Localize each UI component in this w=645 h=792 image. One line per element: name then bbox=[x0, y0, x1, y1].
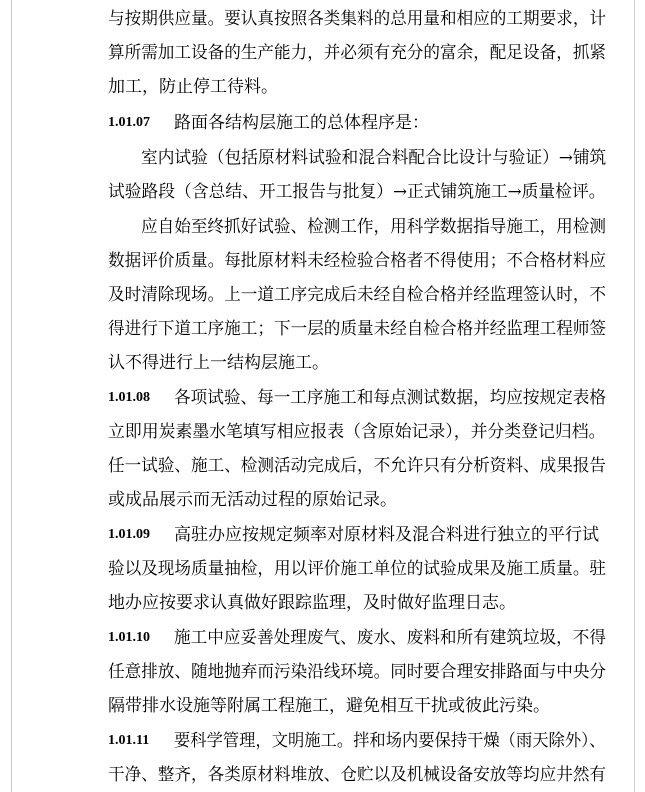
text-line: 干净、整齐，各类原材料堆放、仓贮以及机械设备安放等均应井然有 bbox=[108, 765, 607, 785]
text-line: 地办应按要求认真做好跟踪监理，及时做好监理日志。 bbox=[108, 593, 516, 613]
text-line: 算所需加工设备的生产能力，并必须有充分的富余，配足设备，抓紧 bbox=[108, 43, 607, 63]
clause-number: 1.01.10 bbox=[108, 630, 150, 645]
text-line: 数据评价质量。每批原材料未经检验合格者不得使用；不合格材料应 bbox=[108, 251, 607, 271]
text-line: 或成品展示而无活动过程的原始记录。 bbox=[108, 490, 397, 510]
text-line: 加工，防止停工待料。 bbox=[108, 77, 278, 97]
clause-1-01-07-heading: 1.01.07 路面各结构层施工的总体程序是： bbox=[0, 106, 645, 140]
text-line: 验以及现场质量抽检，用以评价施工单位的试验成果及施工质量。驻 bbox=[108, 559, 607, 579]
text-line: 室内试验（包括原材料试验和混合料配合比设计与验证）→铺筑 bbox=[141, 148, 607, 168]
text-line: 认不得进行上一结构层施工。 bbox=[108, 353, 329, 373]
clause-number: 1.01.09 bbox=[108, 527, 150, 542]
clause-1-01-08-heading: 1.01.08 各项试验、每一工序施工和每点测试数据，均应按规定表格 bbox=[0, 381, 645, 415]
text-line: 任意排放、随地抛弃而污染沿线环境。同时要合理安排路面与中央分 bbox=[108, 662, 607, 682]
clause-number: 1.01.07 bbox=[108, 115, 150, 130]
text-line: 立即用炭素墨水笔填写相应报表（含原始记录），并分类登记归档。 bbox=[108, 422, 606, 442]
text-line: 及时清除现场。上一道工序完成后未经自检合格并经监理签认时，不 bbox=[108, 285, 607, 305]
clause-1-01-09-heading: 1.01.09 高驻办应按规定频率对原材料及混合料进行独立的平行试 bbox=[0, 518, 645, 552]
text-line: 隔带排水设施等附属工程施工，避免相互干扰或彼此污染。 bbox=[108, 696, 550, 716]
text-line: 应自始至终抓好试验、检测工作，用科学数据指导施工，用检测 bbox=[141, 217, 607, 237]
text-line: 与按期供应量。要认真按照各类集料的总用量和相应的工期要求，计 bbox=[108, 9, 607, 29]
clause-1-01-11-heading: 1.01.11 要科学管理，文明施工。拌和场内要保持干燥（雨天除外）、 bbox=[0, 724, 645, 758]
text-line: 任一试验、施工、检测活动完成后，不允许只有分析资料、成果报告 bbox=[108, 456, 607, 476]
clause-1-01-10-heading: 1.01.10 施工中应妥善处理废气、废水、废料和所有建筑垃圾，不得 bbox=[0, 621, 645, 655]
clause-number: 1.01.08 bbox=[108, 390, 150, 405]
text-line: 得进行下道工序施工；下一层的质量未经自检合格并经监理工程师签 bbox=[108, 319, 607, 339]
text-line: 试验路段（含总结、开工报告与批复）→正式铺筑施工→质量检评。 bbox=[108, 182, 606, 202]
clause-number: 1.01.11 bbox=[108, 733, 150, 748]
